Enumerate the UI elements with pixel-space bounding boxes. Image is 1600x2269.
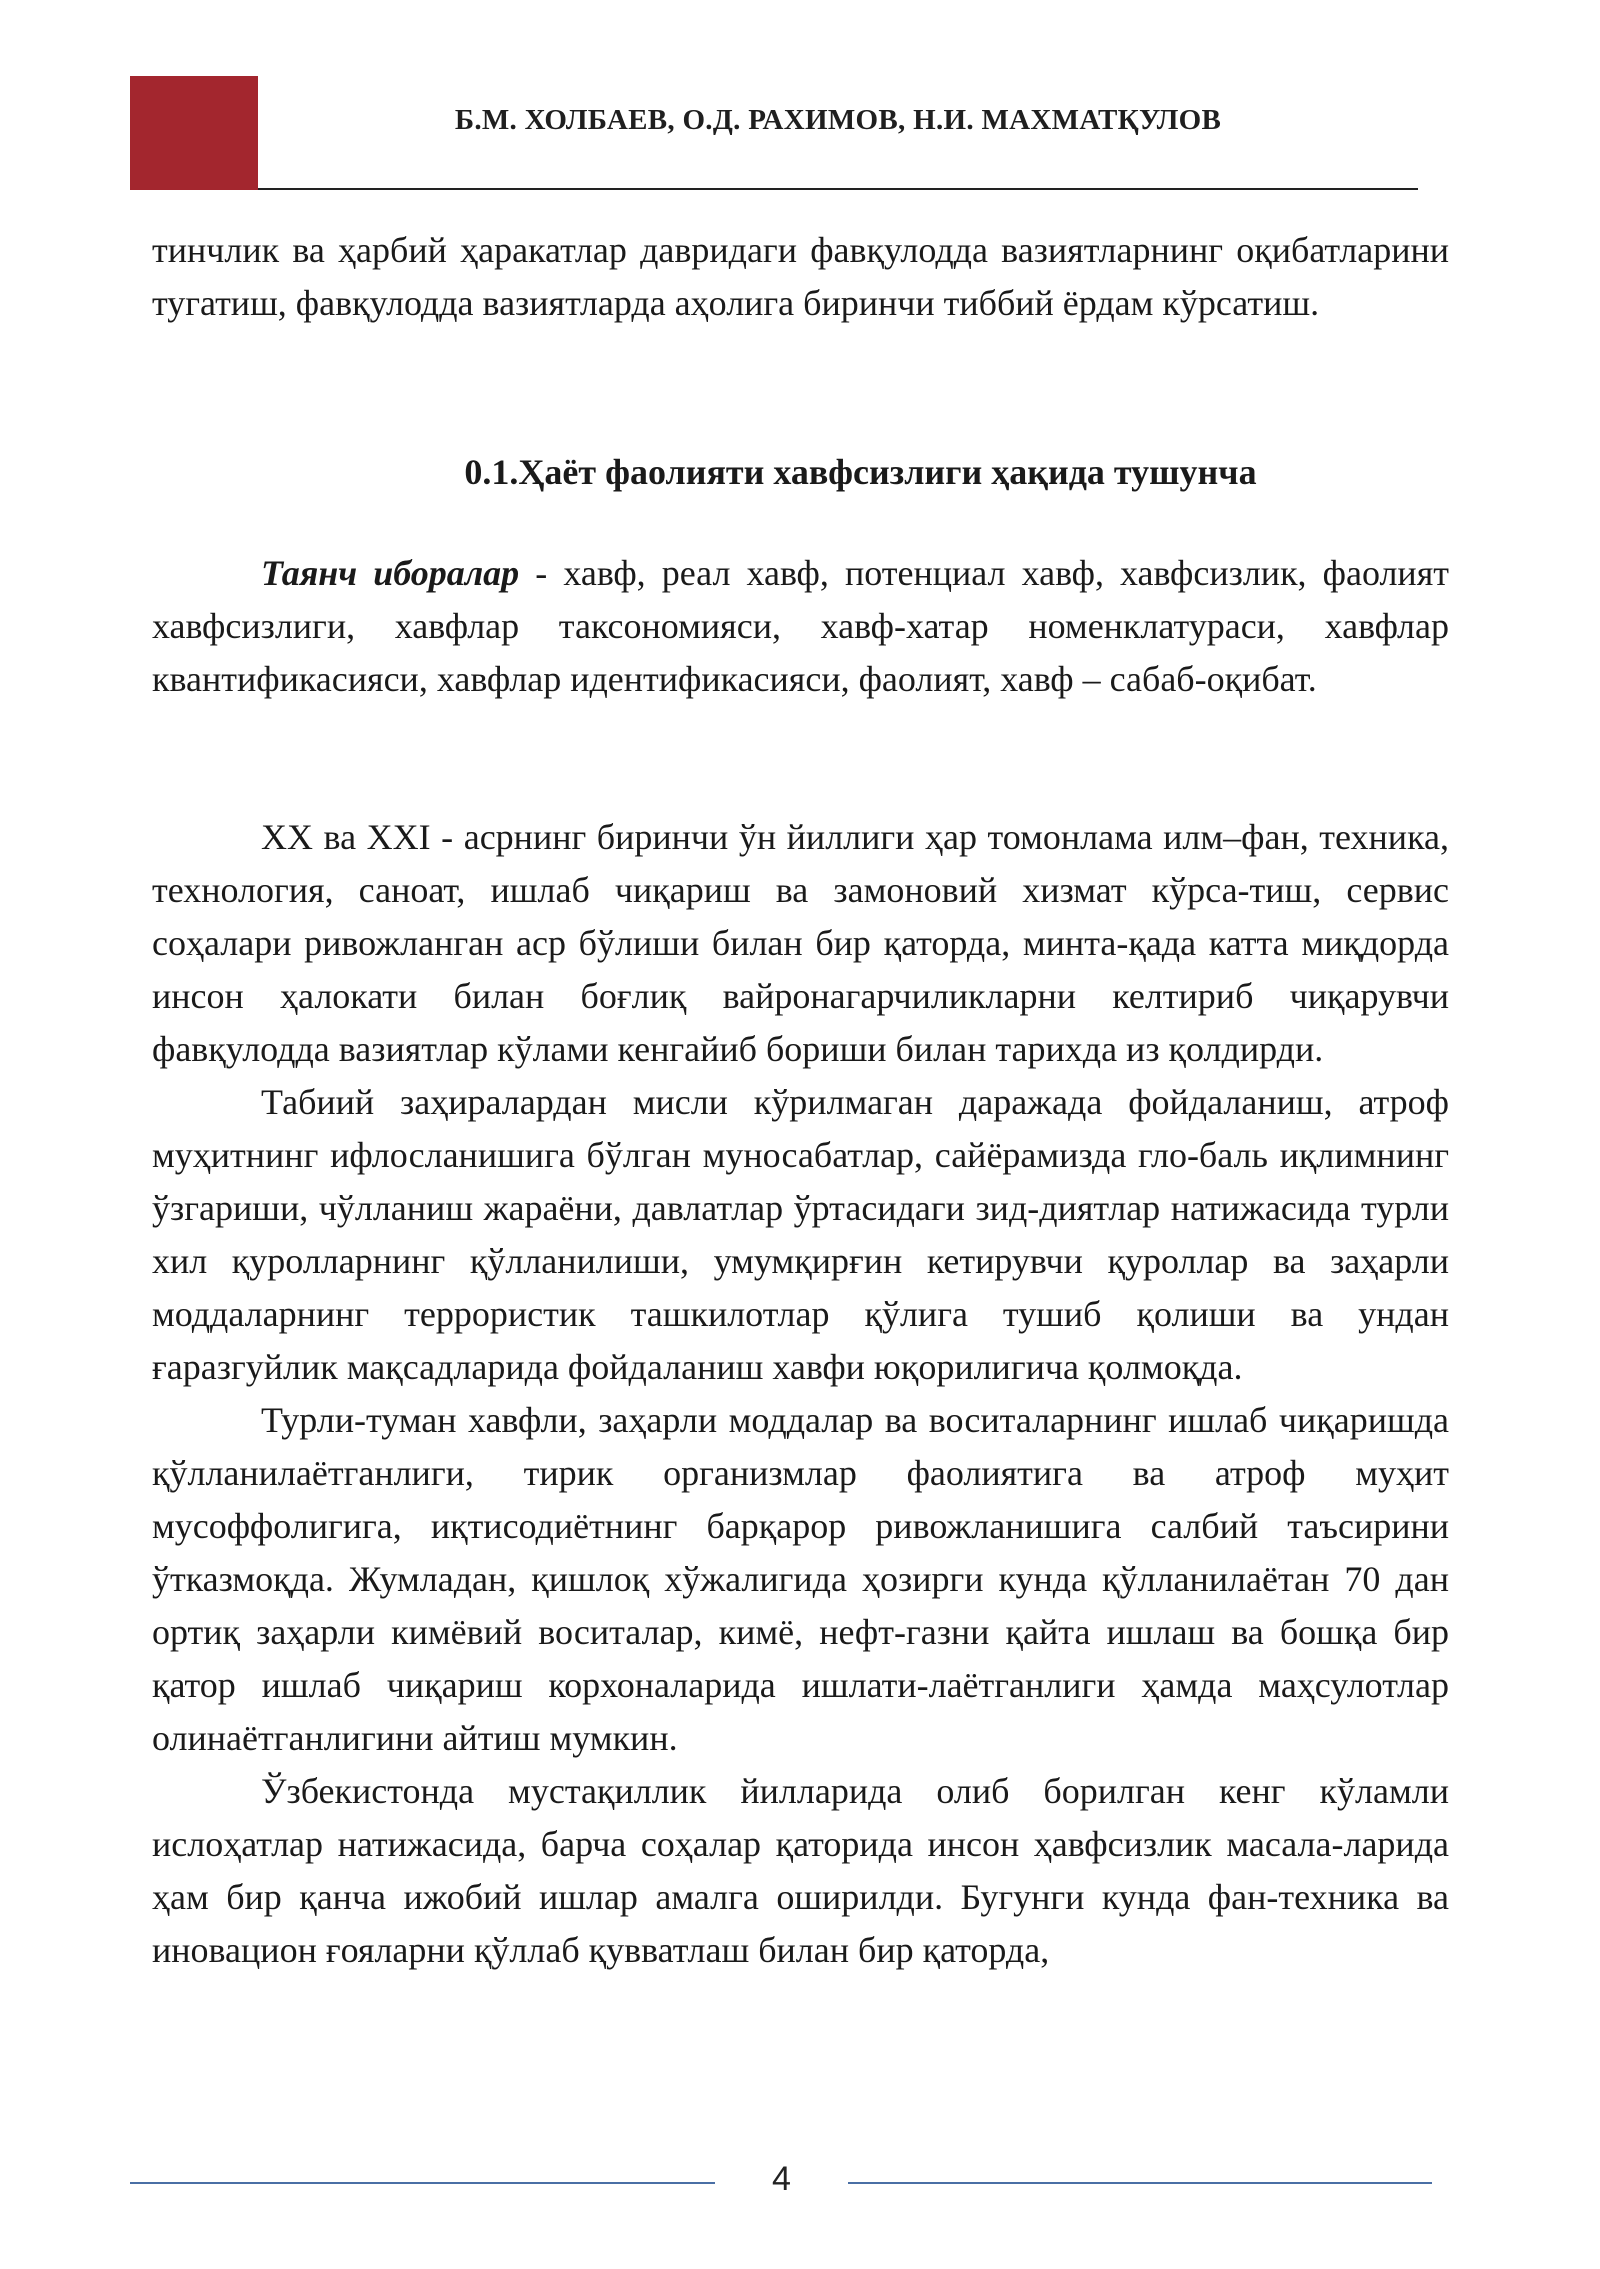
keywords-paragraph bbox=[152, 547, 1449, 706]
footer-rule-left bbox=[130, 2182, 715, 2184]
keywords-text: - хавф, реал хавф, потенциал хавф, хавфсизлик, фаолият хавфсизлиги, хавфлар таксономияси, хавф-хатар номенклатураси, хавфлар квантификасияси, хавфлар идентификасияси, фаолият, хавф – сабаб-оқибат. bbox=[152, 553, 1449, 699]
body-paragraph-1: XX ва XXI - асрнинг биринчи ўн йиллиги ҳар томонлама илм–фан, техника, технология, саноат, ишлаб чиқариш ва замоновий хизмат кўрса-тиш, сервис соҳалари ривожланган аср бўлиши билан бир қаторда, минта-қада катта миқдорда инсон ҳалокати билан боғлиқ вайронагарчиликларни келтириб чиқарувчи фавқулодда вазиятлар кўлами кенгайиб бориши билан тарихда из қолдирди. bbox=[152, 817, 1449, 1069]
body-paragraph-4: Ўзбекистонда мустақиллик йилларида олиб борилган кенг кўламли ислоҳатлар натижасида, барча соҳалар қаторида инсон ҳавфсизлик масала-ларида ҳам бир қанча ижобий ишлар амалга оширилди. Бугунги кунда фан-техника ва иновацион ғояларни қўллаб қувватлаш билан бир қаторда, bbox=[152, 1771, 1449, 1970]
body-paragraph-2: Табиий заҳиралардан мисли кўрилмаган даражада фойдаланиш, атроф муҳитнинг ифлосланишига бўлган муносабатлар, сайёрамизда гло-баль иқлимнинг ўзгариши, чўлланиш жараёни, давлатлар ўртасидаги зид-диятлар натижасида турли хил қуролларнинг қўлланилиши, умумқирғин кетирувчи қуроллар ва заҳарли моддаларнинг террористик ташкилотлар қўлига тушиб қолиши ва ундан ғаразгуйлик мақсадларида фойдаланиш хавфи юқорилигича қолмоқда. bbox=[152, 1082, 1449, 1387]
body-text bbox=[152, 811, 1449, 1977]
footer-rule-right bbox=[848, 2182, 1432, 2184]
keywords-block bbox=[152, 547, 1449, 706]
section-heading: 0.1.Ҳаёт фаолияти хавфсизлиги ҳақида тушунча bbox=[464, 452, 1257, 492]
running-header-authors: Б.М. ХОЛБАЕВ, О.Д. РАХИМОВ, Н.И. МАХМАТҚУЛОВ bbox=[454, 104, 1222, 136]
keywords-label: Таянч иборалар bbox=[261, 553, 520, 593]
header-rule bbox=[258, 188, 1418, 190]
page-number: 4 bbox=[772, 2160, 791, 2198]
body-paragraph-3: Турли-туман хавфли, заҳарли моддалар ва воситаларнинг ишлаб чиқаришда қўлланилаётганлиги, тирик организмлар фаолиятига ва атроф муҳит мусоффолигига, иқтисодиётнинг барқарор ривожланишига салбий таъсирини ўтказмоқда. Жумладан, қишлоқ хўжалигида ҳозирги кунда қўлланилаётан 70 дан ортиқ заҳарли кимёвий воситалар, кимё, нефт-газни қайта ишлаш ва бошқа бир қатор ишлаб чиқариш корхоналарида ишлати-лаётганлиги ҳамда маҳсулотлар олинаётганлигини айтиш мумкин. bbox=[152, 1400, 1449, 1758]
header-accent-block bbox=[130, 76, 258, 190]
intro-paragraph-block bbox=[152, 224, 1449, 330]
intro-paragraph: тинчлик ва ҳарбий ҳаракатлар давридаги фавқулодда вазиятларнинг оқибатларини тугатиш, фавқулодда вазиятларда аҳолига биринчи тиббий ёрдам кўрсатиш. bbox=[152, 230, 1449, 323]
